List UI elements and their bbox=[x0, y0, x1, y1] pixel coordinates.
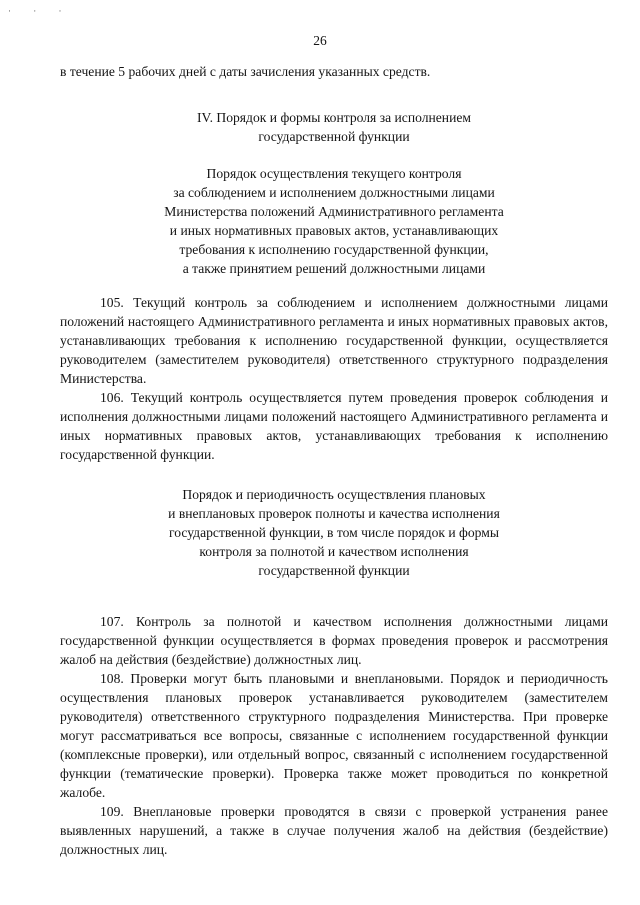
paragraph-106: 106. Текущий контроль осуществляется путем проведения проверок соблюдения и исполнения должностными лицами положений настоящего Административного регламента и иных нормативных правовых актов, устанавливающих требования к исполнению государственной функции. bbox=[60, 390, 608, 462]
opening-line: в течение 5 рабочих дней с даты зачисления указанных средств. bbox=[60, 64, 431, 79]
paragraph-group-1 bbox=[60, 293, 608, 464]
section-title-line: государственной функции bbox=[258, 129, 410, 144]
subsection-heading-line: государственной функции, в том числе порядок и формы bbox=[169, 525, 499, 540]
section-title-line: IV. Порядок и формы контроля за исполнением bbox=[197, 110, 471, 125]
subsection-heading-line: за соблюдением и исполнением должностными лицами bbox=[173, 185, 495, 200]
document-body bbox=[60, 62, 608, 859]
subsection-heading-line: и иных нормативных правовых актов, устанавливающих bbox=[169, 223, 499, 238]
paragraph-105: 105. Текущий контроль за соблюдением и исполнением должностными лицами положений настоящего Административного регламента и иных нормативных правовых актов, устанавливающих требования к исполнению государственной функции, осуществляется руководителем (заместителем руководителя) ответственного структурного подразделения Министерства. bbox=[60, 295, 608, 386]
subsection-heading-line: Порядок и периодичность осуществления плановых bbox=[182, 487, 486, 502]
page-number: 26 bbox=[313, 33, 327, 48]
subsection-heading-current-control bbox=[60, 164, 608, 278]
subsection-heading-line: Министерства положений Административного регламента bbox=[164, 204, 504, 219]
subsection-heading-line: Порядок осуществления текущего контроля bbox=[206, 166, 462, 181]
section-title bbox=[60, 108, 608, 146]
subsection-heading-inspections bbox=[60, 485, 608, 580]
scan-artifacts: · · · bbox=[8, 6, 72, 16]
paragraph-107: 107. Контроль за полнотой и качеством исполнения должностными лицами государственной функции осуществляется в формах проведения проверок и рассмотрения жалоб на действия (бездействие) должностных лиц. bbox=[60, 614, 608, 667]
paragraph-109: 109. Внеплановые проверки проводятся в связи с проверкой устранения ранее выявленных нарушений, а также в случае получения жалоб на действия (бездействие) должностных лиц. bbox=[60, 804, 608, 857]
subsection-heading-line: а также принятием решений должностными лицами bbox=[182, 261, 486, 276]
subsection-heading-line: контроля за полнотой и качеством исполнения bbox=[199, 544, 469, 559]
paragraph-108: 108. Проверки могут быть плановыми и внеплановыми. Порядок и периодичность осуществления плановых проверок устанавливается руководителем (заместителем руководителя) ответственного структурного подразделения Министерства. При проверке могут рассматриваться все вопросы, связанные с исполнением государственной функции (комплексные проверки), или отдельный вопрос, связанный с исполнением государственной функции (тематические проверки). Проверка также может проводиться по конкретной жалобе. bbox=[60, 671, 608, 800]
subsection-heading-line: требования к исполнению государственной функции, bbox=[179, 242, 489, 257]
subsection-heading-line: государственной функции bbox=[258, 563, 410, 578]
subsection-heading-line: и внеплановых проверок полноты и качества исполнения bbox=[168, 506, 500, 521]
paragraph-group-2 bbox=[60, 612, 608, 859]
